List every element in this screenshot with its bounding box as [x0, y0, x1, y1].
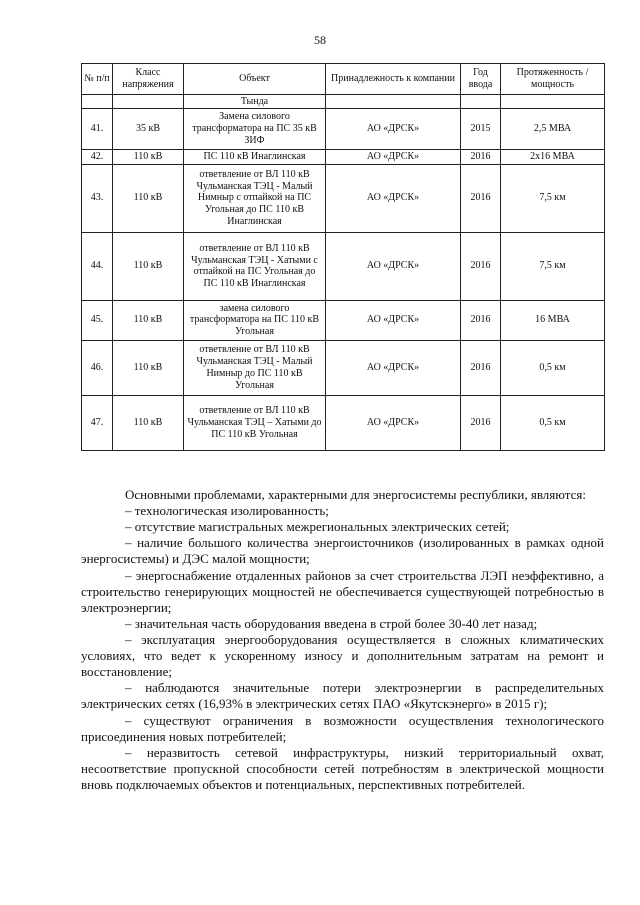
cell-object: замена силового трансформатора на ПС 110 кВ Угольная: [184, 300, 326, 340]
cell-voltage: 35 кВ: [113, 109, 184, 150]
table-row-continuation: [82, 95, 605, 109]
cell-voltage: 110 кВ: [113, 150, 184, 165]
cell-year: 2016: [461, 395, 501, 450]
cell-object: ПС 110 кВ Инаглинская: [184, 150, 326, 165]
problem-list-item: – энергоснабжение отдаленных районов за счет строительства ЛЭП неэффективно, а строительство генерирующих мощностей не обеспечивается существующей потребностью в электроэнергии;: [81, 567, 604, 615]
problem-list-item: – отсутствие магистральных межрегиональных электрических сетей;: [125, 519, 510, 535]
problem-list-item: – неразвитость сетевой инфраструктуры, низкий территориальный охват, несоответствие пропускной способности сетей потребностям в электрической мощности вновь подключаемых объектов и потенциальных, перспективных потребителей.: [81, 744, 604, 792]
cell-object: ответвление от ВЛ 110 кВ Чульманская ТЭЦ - Хатыми с отпайкой на ПС Угольная до ПС 110 кВ Инаглинская: [184, 232, 326, 300]
cell-capacity: 16 МВА: [501, 300, 605, 340]
table-row: [82, 395, 605, 450]
table-row: [82, 340, 605, 395]
cell-object: ответвление от ВЛ 110 кВ Чульманская ТЭЦ - Малый Нимныр с отпайкой на ПС Угольная до ПС 110 кВ Инаглинская: [184, 164, 326, 232]
cell-company: АО «ДРСК»: [326, 232, 461, 300]
problem-list-item: – технологическая изолированность;: [125, 503, 329, 519]
cell-year: 2016: [461, 150, 501, 165]
cell-voltage: 110 кВ: [113, 164, 184, 232]
table-body: [82, 95, 605, 451]
cell-object: ответвление от ВЛ 110 кВ Чульманская ТЭЦ - Малый Нимныр до ПС 110 кВ Угольная: [184, 340, 326, 395]
cell-company: АО «ДРСК»: [326, 150, 461, 165]
table-row: [82, 300, 605, 340]
table-row: [82, 150, 605, 165]
cell-number: 43.: [82, 164, 113, 232]
cell-capacity: 7,5 км: [501, 232, 605, 300]
cell-company: АО «ДРСК»: [326, 164, 461, 232]
cell-year: 2016: [461, 340, 501, 395]
intro-paragraph: Основными проблемами, характерными для энергосистемы республики, являются:: [125, 487, 587, 502]
cell-year: 2016: [461, 232, 501, 300]
cell-number: 42.: [82, 150, 113, 165]
cell-object: Замена силового трансформатора на ПС 35 кВ ЗИФ: [184, 109, 326, 150]
cell-year: 2016: [461, 164, 501, 232]
cell-voltage: 110 кВ: [113, 395, 184, 450]
problem-list-item: – наличие большого количества энергоисточников (изолированных в рамках одной энергосистемы) и ДЭС малой мощности;: [81, 535, 604, 567]
body-text: [81, 487, 604, 793]
header-company: Принадлежность к компании: [326, 64, 461, 95]
page-number: 58: [314, 33, 326, 47]
problem-list-item: – существуют ограничения в возможности осуществления технологического присоединения новых потребителей;: [81, 712, 604, 744]
problem-list-item: – наблюдаются значительные потери электроэнергии в распределительных электрических сетях (16,93% в электрических сетях ПАО «Якутскэнерго» в 2015 г);: [81, 680, 604, 712]
cell-number: 41.: [82, 109, 113, 150]
cell-capacity: 2х16 МВА: [501, 150, 605, 165]
cell-capacity: 7,5 км: [501, 164, 605, 232]
table-row: [82, 232, 605, 300]
cell-company: АО «ДРСК»: [326, 109, 461, 150]
problem-list-item: – эксплуатация энергооборудования осуществляется в сложных климатических условиях, что ведет к ускоренному износу и дополнительным затратам на ремонт и восстановление;: [81, 631, 604, 680]
objects-table: [81, 63, 605, 451]
cell-number: 45.: [82, 300, 113, 340]
header-voltage-class: Класс напряжения: [113, 64, 184, 95]
cell-company: АО «ДРСК»: [326, 300, 461, 340]
cell-company: АО «ДРСК»: [326, 395, 461, 450]
cell-capacity: 0,5 км: [501, 395, 605, 450]
table-header-row: [82, 64, 605, 95]
cell-number: 47.: [82, 395, 113, 450]
table-row: [82, 109, 605, 150]
cell-capacity: 2,5 МВА: [501, 109, 605, 150]
table-row: [82, 164, 605, 232]
cell-year: 2016: [461, 300, 501, 340]
cell-number: 44.: [82, 232, 113, 300]
cell-company: АО «ДРСК»: [326, 340, 461, 395]
cell-object: ответвление от ВЛ 110 кВ Чульманская ТЭЦ – Хатыми до ПС 110 кВ Угольная: [184, 395, 326, 450]
cell-year: 2015: [461, 109, 501, 150]
header-year: Год ввода: [461, 64, 501, 95]
cell-voltage: 110 кВ: [113, 232, 184, 300]
cell-capacity: 0,5 км: [501, 340, 605, 395]
continuation-cell: Тында: [184, 95, 326, 109]
header-object: Объект: [184, 64, 326, 95]
cell-voltage: 110 кВ: [113, 340, 184, 395]
cell-voltage: 110 кВ: [113, 300, 184, 340]
header-number: № п/п: [82, 64, 113, 95]
header-capacity: Протяженность / мощность: [501, 64, 605, 95]
problem-list-item: – значительная часть оборудования введена в строй более 30-40 лет назад;: [125, 615, 538, 631]
cell-number: 46.: [82, 340, 113, 395]
objects-table-container: [81, 63, 604, 451]
